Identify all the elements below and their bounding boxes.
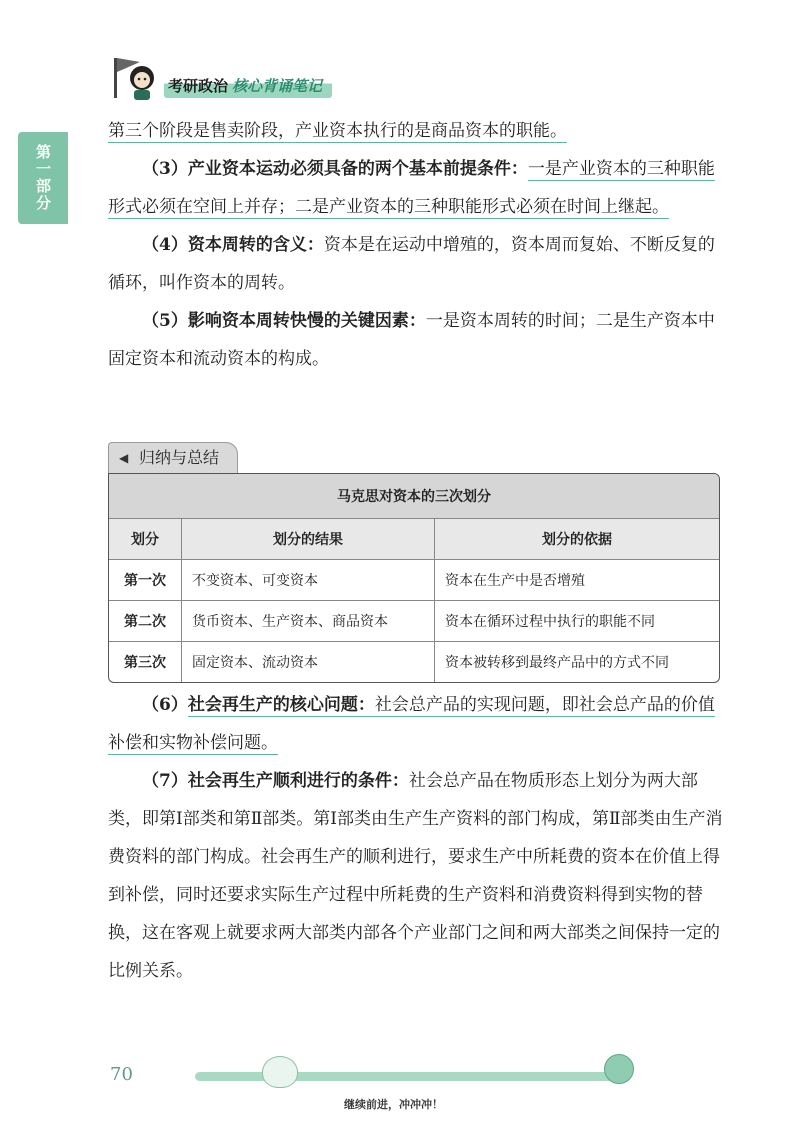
table-row (109, 642, 719, 682)
column-header: 划分 (109, 519, 182, 560)
summary-tag-label: 归纳与总结 (139, 448, 220, 467)
point-text: 资本是在运动中增殖的，资本周而复始、不断反复的循环，叫作资本的周转。 (108, 235, 715, 293)
book-title-sub: 核心背诵笔记 (232, 77, 323, 95)
capital-division-table (108, 473, 720, 683)
table-cell: 资本在生产中是否增殖 (435, 560, 719, 601)
table-cell: 第一次 (109, 560, 182, 601)
summary-tag (108, 442, 238, 473)
point-number: （7） (142, 771, 188, 791)
point-keyword: 影响资本周转快慢的关键因素： (187, 311, 426, 331)
table-header-row (109, 519, 719, 560)
table-cell: 货币资本、生产资本、商品资本 (182, 601, 435, 642)
main-text-bottom (108, 686, 726, 990)
point-number: （3） (142, 159, 188, 179)
table-cell: 不变资本、可变资本 (182, 560, 435, 601)
point-number: （6） (142, 695, 188, 715)
point-text: 一是资本周转的时间；二是生产资本中固定资本和流动资本的构成。 (108, 311, 715, 369)
table-row (109, 601, 719, 642)
table-cell: 资本在循环过程中执行的职能不同 (435, 601, 719, 642)
table-cell: 资本被转移到最终产品中的方式不同 (445, 655, 669, 671)
paragraph-point-5 (108, 302, 726, 378)
page-header (110, 52, 430, 102)
main-text-top (108, 112, 726, 378)
page-number: 70 (110, 1064, 133, 1085)
paragraph-text: 第三个阶段是售卖阶段，产业资本执行的是商品资本的职能。 (108, 121, 567, 141)
footer-slogan: 继续前进，冲冲冲！ (344, 1098, 443, 1111)
column-header: 划分的结果 (182, 519, 435, 560)
point-number: （5） (142, 311, 188, 331)
table-title: 马克思对资本的三次划分 (109, 474, 719, 519)
paragraph-point-4 (108, 226, 726, 302)
mascot-icon (110, 52, 162, 102)
point-number: （4） (142, 235, 188, 255)
table-caption-row (109, 474, 719, 519)
table-cell: 第二次 (109, 601, 182, 642)
table-cell: 第三次 (109, 642, 182, 682)
point-keyword: 社会再生产的核心问题： (187, 695, 375, 715)
summary-box (108, 442, 720, 683)
column-header: 划分的依据 (435, 519, 719, 560)
point-keyword: 社会再生产顺利进行的条件： (187, 771, 409, 791)
book-title (164, 74, 332, 98)
paragraph-point-7 (108, 762, 726, 990)
paragraph-point-3 (108, 150, 726, 226)
table-row (109, 560, 719, 601)
footer-ball-icon (604, 1054, 634, 1084)
point-text: 社会总产品在物质形态上划分为两大部类，即第Ⅰ部类和第Ⅱ部类。第Ⅰ部类由生产生产资料的部门构成，第Ⅱ部类由生产消费资料的部门构成。社会再生产的顺利进行，要求生产中所耗费的资本在价值上得到补偿，同时还要求实际生产过程中所耗费的生产资料和消费资料得到实物的替换，这在客观上就要求两大部类内部各个产业部门之间和两大部类之间保持一定的比例关系。 (108, 771, 723, 981)
point-keyword: 产业资本运动必须具备的两个基本前提条件： (187, 159, 528, 179)
point-text: 社会总产品的实现问题，即社会总产品的价值补偿和实物补偿问题。 (108, 695, 715, 753)
table-cell: 固定资本、流动资本 (182, 642, 435, 682)
paragraph-point-6 (108, 686, 726, 762)
footer-mascot-icon (262, 1056, 298, 1088)
point-text: 一是产业资本的三种职能形式必须在空间上并存；二是产业资本的三种职能形式必须在时间上继起。 (108, 159, 715, 217)
footer-progress-bar (195, 1072, 625, 1081)
chevron-left-icon: ◀ (119, 451, 129, 465)
book-title-main: 考研政治 (168, 77, 229, 95)
paragraph-stage3 (108, 112, 726, 150)
point-keyword: 资本周转的含义： (187, 235, 324, 255)
section-tab: 第一部分 (18, 132, 68, 224)
